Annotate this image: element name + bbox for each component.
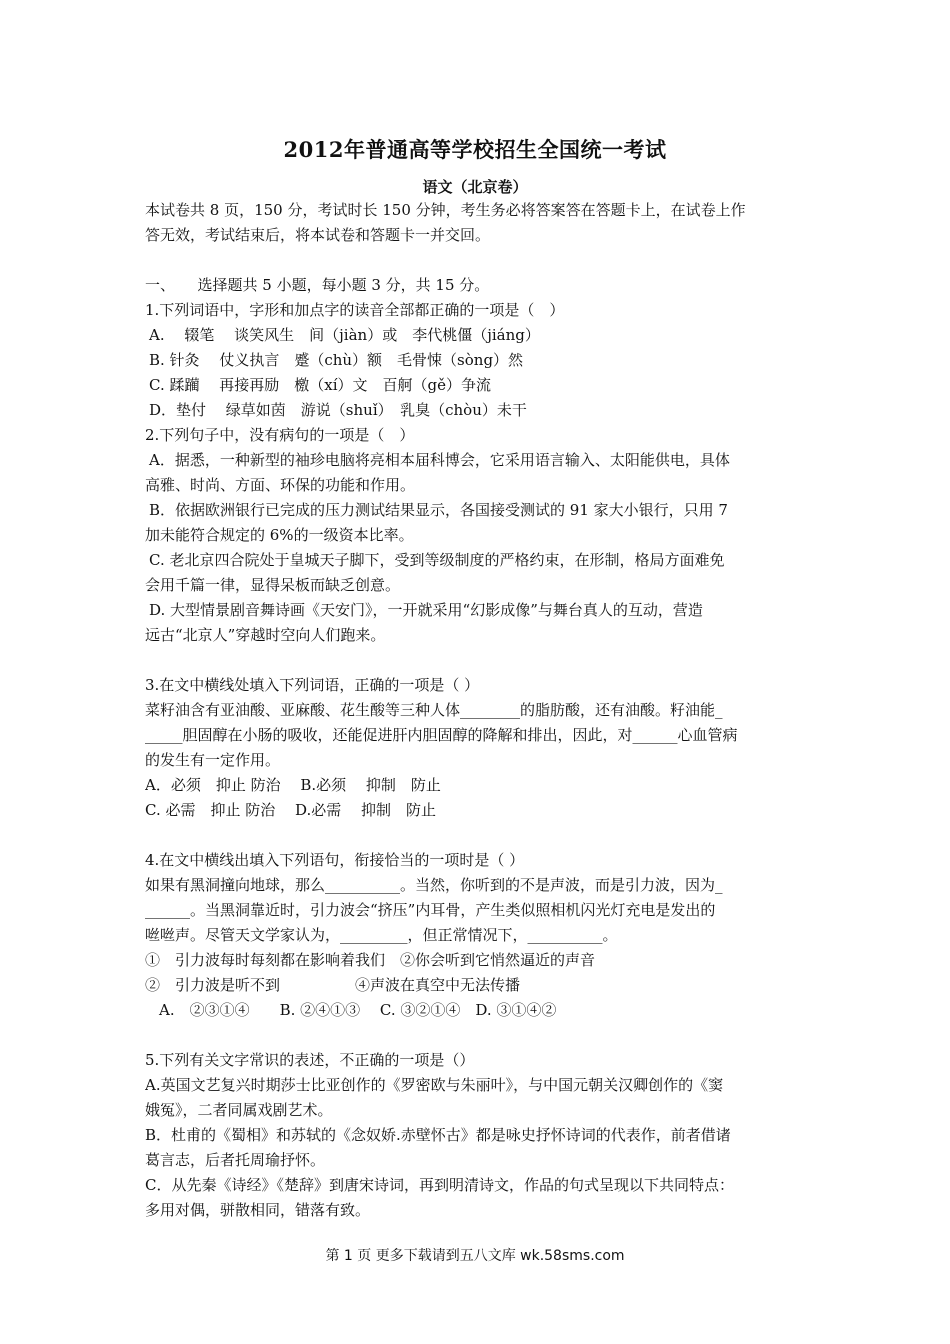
question-3-passage: _____胆固醇在小肠的吸收，还能促进肝内胆固醇的降解和排出，因此，对______心血管病 — [145, 726, 738, 744]
section-heading: 一、 选择题共 5 小题，每小题 3 分，共 15 分。 — [145, 276, 490, 294]
question-5-option-c: C．从先秦《诗经》《楚辞》到唐宋诗词，再到明清诗文，作品的句式呈现以下共同特点： — [145, 1176, 734, 1194]
question-5-stem: 5.下列有关文字常识的表述，不正确的一项是（） — [145, 1051, 475, 1069]
intro-line: 本试卷共 8 页，150 分，考试时长 150 分钟，考生务必将答案答在答题卡上，在试卷上作 — [145, 201, 746, 219]
question-3-options: A．必须 抑止 防治 B.必须 抑制 防止 — [145, 776, 441, 794]
question-5-option-b: B．杜甫的《蜀相》和苏轼的《念奴娇.赤壁怀古》都是咏史抒怀诗词的代表作，前者借诸 — [145, 1126, 731, 1144]
question-5-option-b-cont: 葛言志，后者托周瑜抒怀。 — [145, 1151, 326, 1169]
question-2-option-c: C. 老北京四合院处于皇城天子脚下，受到等级制度的严格约束，在形制，格局方面难免 — [149, 551, 725, 569]
exam-title: 2012年普通高等学校招生全国统一考试 — [283, 137, 667, 162]
question-4-passage: 如果有黑洞撞向地球，那么__________。当然，你听到的不是声波，而是引力波，因为_ — [145, 876, 723, 894]
question-2-option-a-cont: 高雅、时尚、方面、环保的功能和作用。 — [145, 476, 416, 494]
question-5-option-a: A.英国文艺复兴时期莎士比亚创作的《罗密欧与朱丽叶》，与中国元朝关汉卿创作的《窦 — [145, 1076, 724, 1094]
question-5-option-a-cont: 娥冤》，二者同属戏剧艺术。 — [145, 1101, 333, 1119]
question-4-sentences: ② 引力波是听不到 ④声波在真空中无法传播 — [145, 976, 521, 994]
question-5-option-c-cont: 多用对偶，骈散相同，错落有致。 — [145, 1201, 371, 1219]
exam-subtitle: 语文（北京卷） — [422, 178, 528, 196]
question-1-option-c: C. 蹂躏 再接再励 檄（xí）文 百舸（gě）争流 — [149, 376, 491, 394]
question-3-passage: 的发生有一定作用。 — [145, 751, 281, 769]
question-4-options: A. ②③①④ B. ②④①③ C. ③②①④ D. ③①④② — [159, 1001, 557, 1019]
question-4-passage: 咝咝声。尽管天文学家认为，_________，但正常情况下，__________。 — [145, 926, 618, 944]
question-1-option-b: B. 针灸 仗义执言 蹙（chù）额 毛骨悚（sòng）然 — [149, 351, 524, 369]
question-3-stem: 3.在文中横线处填入下列词语，正确的一项是（ ） — [145, 676, 480, 694]
question-2-option-a: A．据悉，一种新型的袖珍电脑将亮相本届科博会，它采用语言输入、太阳能供电，具体 — [149, 451, 730, 469]
question-4-passage: ______。当黑洞靠近时，引力波会“挤压”内耳骨，产生类似照相机闪光灯充电是发出的 — [145, 901, 716, 919]
intro-line: 答无效，考试结束后，将本试卷和答题卡一并交回。 — [145, 226, 491, 244]
question-4-stem: 4.在文中横线出填入下列语句，衔接恰当的一项时是（ ） — [145, 851, 525, 869]
question-1-option-d: D．垫付 绿草如茵 游说（shuǐ） 乳臭（chòu）未干 — [149, 401, 527, 419]
question-3-options: C. 必需 抑止 防治 D.必需 抑制 防止 — [145, 801, 437, 819]
question-2-option-d: D. 大型情景剧音舞诗画《天安门》，一开就采用“幻影成像”与舞台真人的互动，营造 — [149, 601, 703, 619]
question-2-option-b: B．依据欧洲银行已完成的压力测试结果显示，各国接受测试的 91 家大小银行，只用 7 — [149, 501, 728, 519]
question-2-stem: 2.下列句子中，没有病句的一项是（ ） — [145, 426, 415, 444]
question-1-option-a: A. 辍笔 谈笑风生 间（jiàn）或 李代桃僵（jiáng） — [149, 326, 540, 344]
question-4-sentences: ① 引力波每时每刻都在影响着我们 ②你会听到它悄然逼近的声音 — [145, 951, 596, 969]
exam-body — [145, 198, 810, 1223]
question-3-passage: 菜籽油含有亚油酸、亚麻酸、花生酸等三种人体________的脂肪酸，还有油酸。籽油能_ — [145, 701, 723, 719]
question-2-option-d-cont: 远古“北京人”穿越时空向人们跑来。 — [145, 626, 386, 644]
question-2-option-c-cont: 会用千篇一律，显得呆板而缺乏创意。 — [145, 576, 401, 594]
question-2-option-b-cont: 加未能符合规定的 6%的一级资本比率。 — [145, 526, 414, 544]
page-footer: 第 1 页 更多下载请到五八文库 wk.58sms.com — [325, 1248, 625, 1264]
question-1-stem: 1.下列词语中，字形和加点字的读音全部都正确的一项是（ ） — [145, 301, 565, 319]
